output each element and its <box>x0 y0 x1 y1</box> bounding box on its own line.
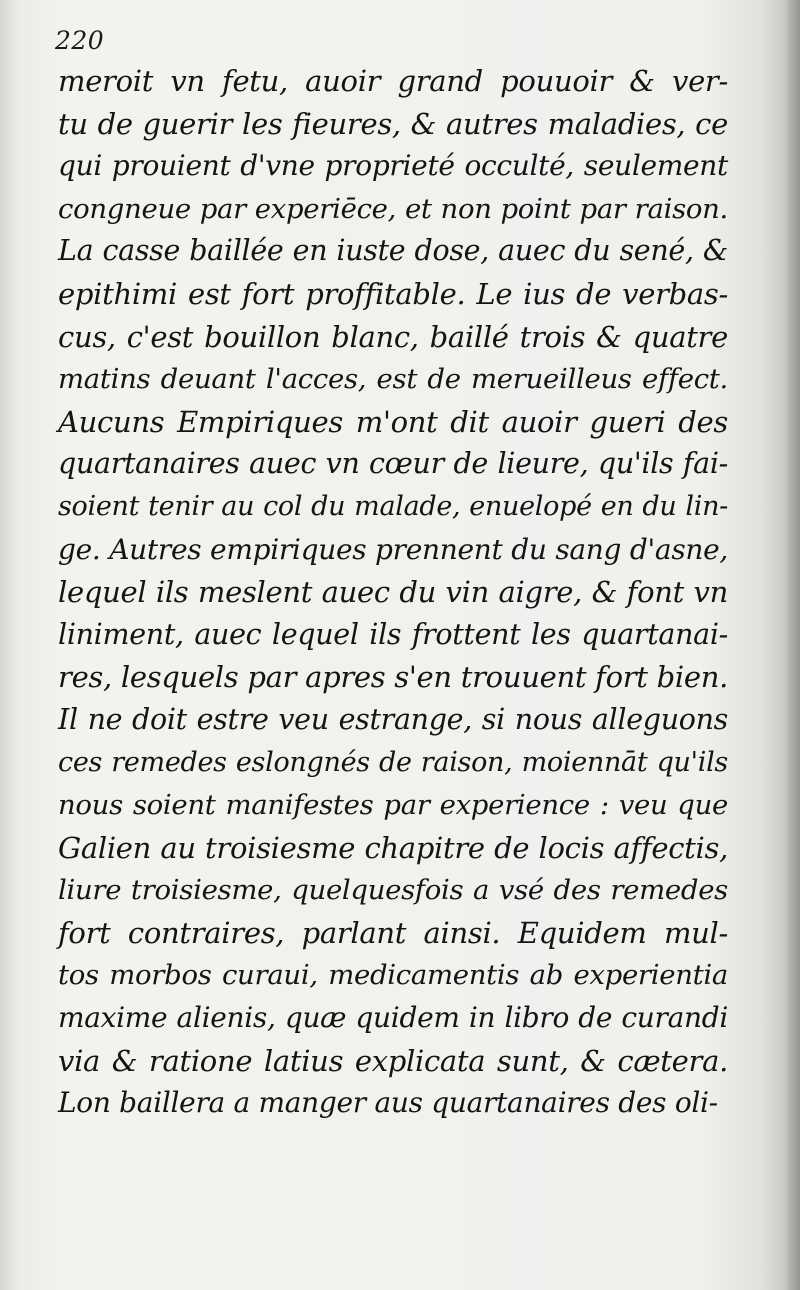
text-line: ces remedes eslongnés de raison, moiennāt qu'ils <box>58 746 728 778</box>
text-line: Lon baillera a manger aus quartanaires des oli- <box>58 1086 718 1120</box>
text-line: via & ratione latius explicata sunt, & cætera. <box>58 1043 728 1078</box>
text-line: cus, c'est bouillon blanc, baillé trois & quatre <box>58 319 728 354</box>
text-line: nous soient manifestes par experience : veu que <box>58 789 728 822</box>
text-line: La casse baillée en iuste dose, auec du sené, & <box>58 234 728 268</box>
text-line: maxime alienis, quæ quidem in libro de curandi <box>58 1001 728 1035</box>
text-line: soient tenir au col du malade, enuelopé en du lin- <box>58 490 728 522</box>
text-line: Galien au troisiesme chapitre de locis affectis, <box>58 830 728 865</box>
body-text <box>58 60 728 1125</box>
text-line: liniment, auec lequel ils frottent les quartanai- <box>58 617 728 651</box>
page-gutter-shadow <box>784 0 800 1290</box>
text-line: lequel ils meslent auec du vin aigre, & font vn <box>58 575 728 610</box>
text-line: liure troisiesme, quelquesfois a vsé des remedes <box>58 874 728 907</box>
page-number: 220 <box>55 26 105 55</box>
text-line: res, lesquels par apres s'en trouuent fort bien. <box>58 660 728 695</box>
text-line: matins deuant l'acces, est de merueilleus effect. <box>58 363 728 396</box>
text-line: epithimi est fort proffitable. Le ius de verbas- <box>58 276 728 311</box>
text-line: Il ne doit estre veu estrange, si nous alleguons <box>58 702 728 736</box>
text-line: qui prouient d'vne proprieté occulté, seulement <box>58 149 728 183</box>
text-line: tos morbos curaui, medicamentis ab experientia <box>58 959 728 992</box>
text-line: fort contraires, parlant ainsi. Equidem mul- <box>58 915 728 950</box>
text-line: meroit vn fetu, auoir grand pouuoir & ver- <box>58 64 728 98</box>
text-line: quartanaires auec vn cœur de lieure, qu'ils fai- <box>58 447 728 481</box>
text-line: ge. Autres empiriques prennent du sang d'asne, <box>58 532 728 566</box>
text-line: congneue par experiēce, et non point par raison. <box>58 192 728 225</box>
text-line: Aucuns Empiriques m'ont dit auoir gueri des <box>58 404 728 439</box>
text-line: tu de guerir les fieures, & autres maladies, ce <box>58 106 728 141</box>
